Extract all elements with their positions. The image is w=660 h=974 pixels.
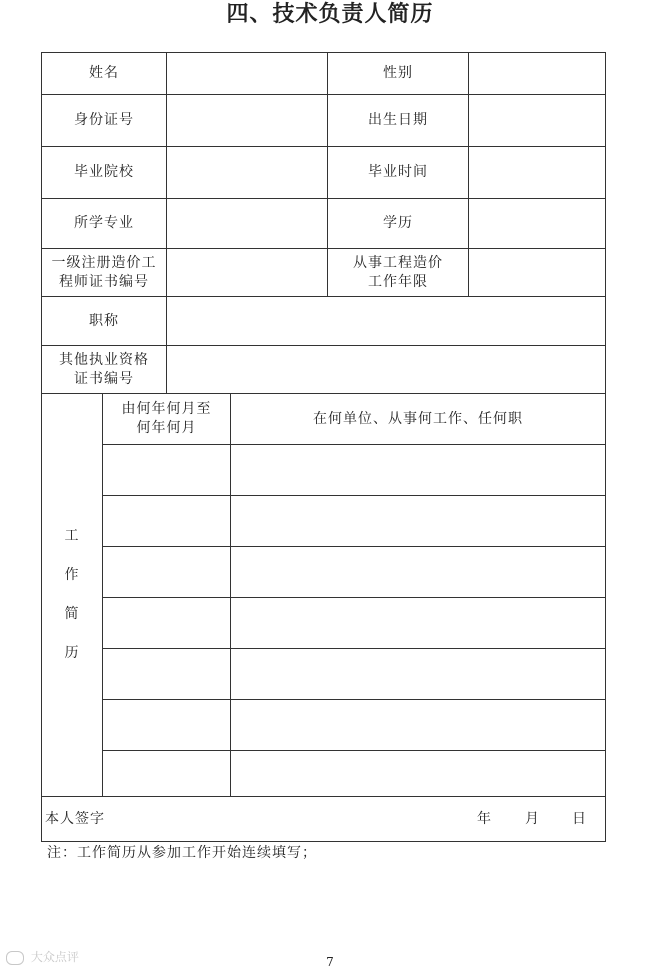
label-grad-time: 毕业时间 — [368, 164, 428, 180]
resume-label-char: 工 — [64, 528, 80, 544]
page-number: 7 — [326, 955, 334, 969]
input-school[interactable] — [167, 147, 327, 198]
label-other-cert — [42, 346, 166, 393]
input-gender[interactable] — [469, 53, 605, 94]
label-other-line1: 其他执业资格 — [59, 351, 149, 368]
resume-detail-cell[interactable] — [231, 547, 605, 597]
resume-label-char: 简 — [64, 606, 80, 622]
resume-label-char: 历 — [64, 645, 80, 661]
signature-label: 本人签字 — [45, 810, 105, 827]
label-other-line2: 证书编号 — [74, 370, 134, 387]
input-title-rank[interactable] — [167, 297, 605, 345]
label-cert-line2: 程师证书编号 — [59, 273, 149, 290]
resume-period-cell[interactable] — [103, 496, 230, 546]
input-work-years[interactable] — [469, 249, 605, 296]
label-name: 姓名 — [89, 65, 119, 81]
input-birth-date[interactable] — [469, 95, 605, 146]
page-title: 四、技术负责人简历 — [226, 2, 434, 27]
resume-period-cell[interactable] — [103, 649, 230, 699]
label-years-line1: 从事工程造价 — [353, 254, 443, 271]
label-gender: 性别 — [383, 65, 413, 81]
signature-row — [42, 797, 605, 841]
input-education[interactable] — [469, 199, 605, 248]
input-id-number[interactable] — [167, 95, 327, 146]
resume-period-header — [103, 394, 230, 444]
label-birth-date: 出生日期 — [368, 112, 428, 128]
input-other-cert[interactable] — [167, 346, 605, 393]
period-header-line1: 由何年何月至 — [121, 401, 212, 417]
input-grad-time[interactable] — [469, 147, 605, 198]
resume-form-table — [41, 52, 606, 842]
signature-month-label: 月 — [525, 810, 540, 827]
label-work-years — [328, 249, 468, 296]
label-id-number: 身份证号 — [74, 112, 134, 128]
label-title-rank: 职称 — [89, 312, 119, 329]
signature-day-label: 日 — [572, 810, 587, 827]
label-cert-number — [42, 249, 166, 296]
resume-detail-cell[interactable] — [231, 649, 605, 699]
period-header-line2: 何年何月 — [136, 420, 197, 436]
label-education: 学历 — [383, 215, 413, 231]
watermark-text: 大众点评 — [30, 950, 79, 964]
label-years-line2: 工作年限 — [368, 273, 428, 290]
resume-period-cell[interactable] — [103, 445, 230, 495]
signature-year-label: 年 — [477, 810, 492, 827]
resume-detail-cell[interactable] — [231, 445, 605, 495]
resume-period-cell[interactable] — [103, 751, 230, 796]
label-school: 毕业院校 — [74, 164, 134, 180]
resume-period-cell[interactable] — [103, 700, 230, 750]
resume-section-label — [42, 394, 102, 796]
resume-label-char: 作 — [64, 567, 80, 583]
resume-detail-cell[interactable] — [231, 700, 605, 750]
resume-period-cell[interactable] — [103, 547, 230, 597]
input-name[interactable] — [167, 53, 327, 94]
form-note: 注：工作简历从参加工作开始连续填写； — [47, 845, 317, 861]
resume-detail-cell[interactable] — [231, 598, 605, 648]
input-major[interactable] — [167, 199, 327, 248]
label-major: 所学专业 — [74, 215, 134, 231]
resume-detail-header: 在何单位、从事何工作、任何职 — [313, 410, 523, 427]
resume-detail-cell[interactable] — [231, 496, 605, 546]
input-cert-number[interactable] — [167, 249, 327, 296]
label-cert-line1: 一级注册造价工 — [51, 254, 157, 271]
resume-period-cell[interactable] — [103, 598, 230, 648]
resume-detail-cell[interactable] — [231, 751, 605, 796]
